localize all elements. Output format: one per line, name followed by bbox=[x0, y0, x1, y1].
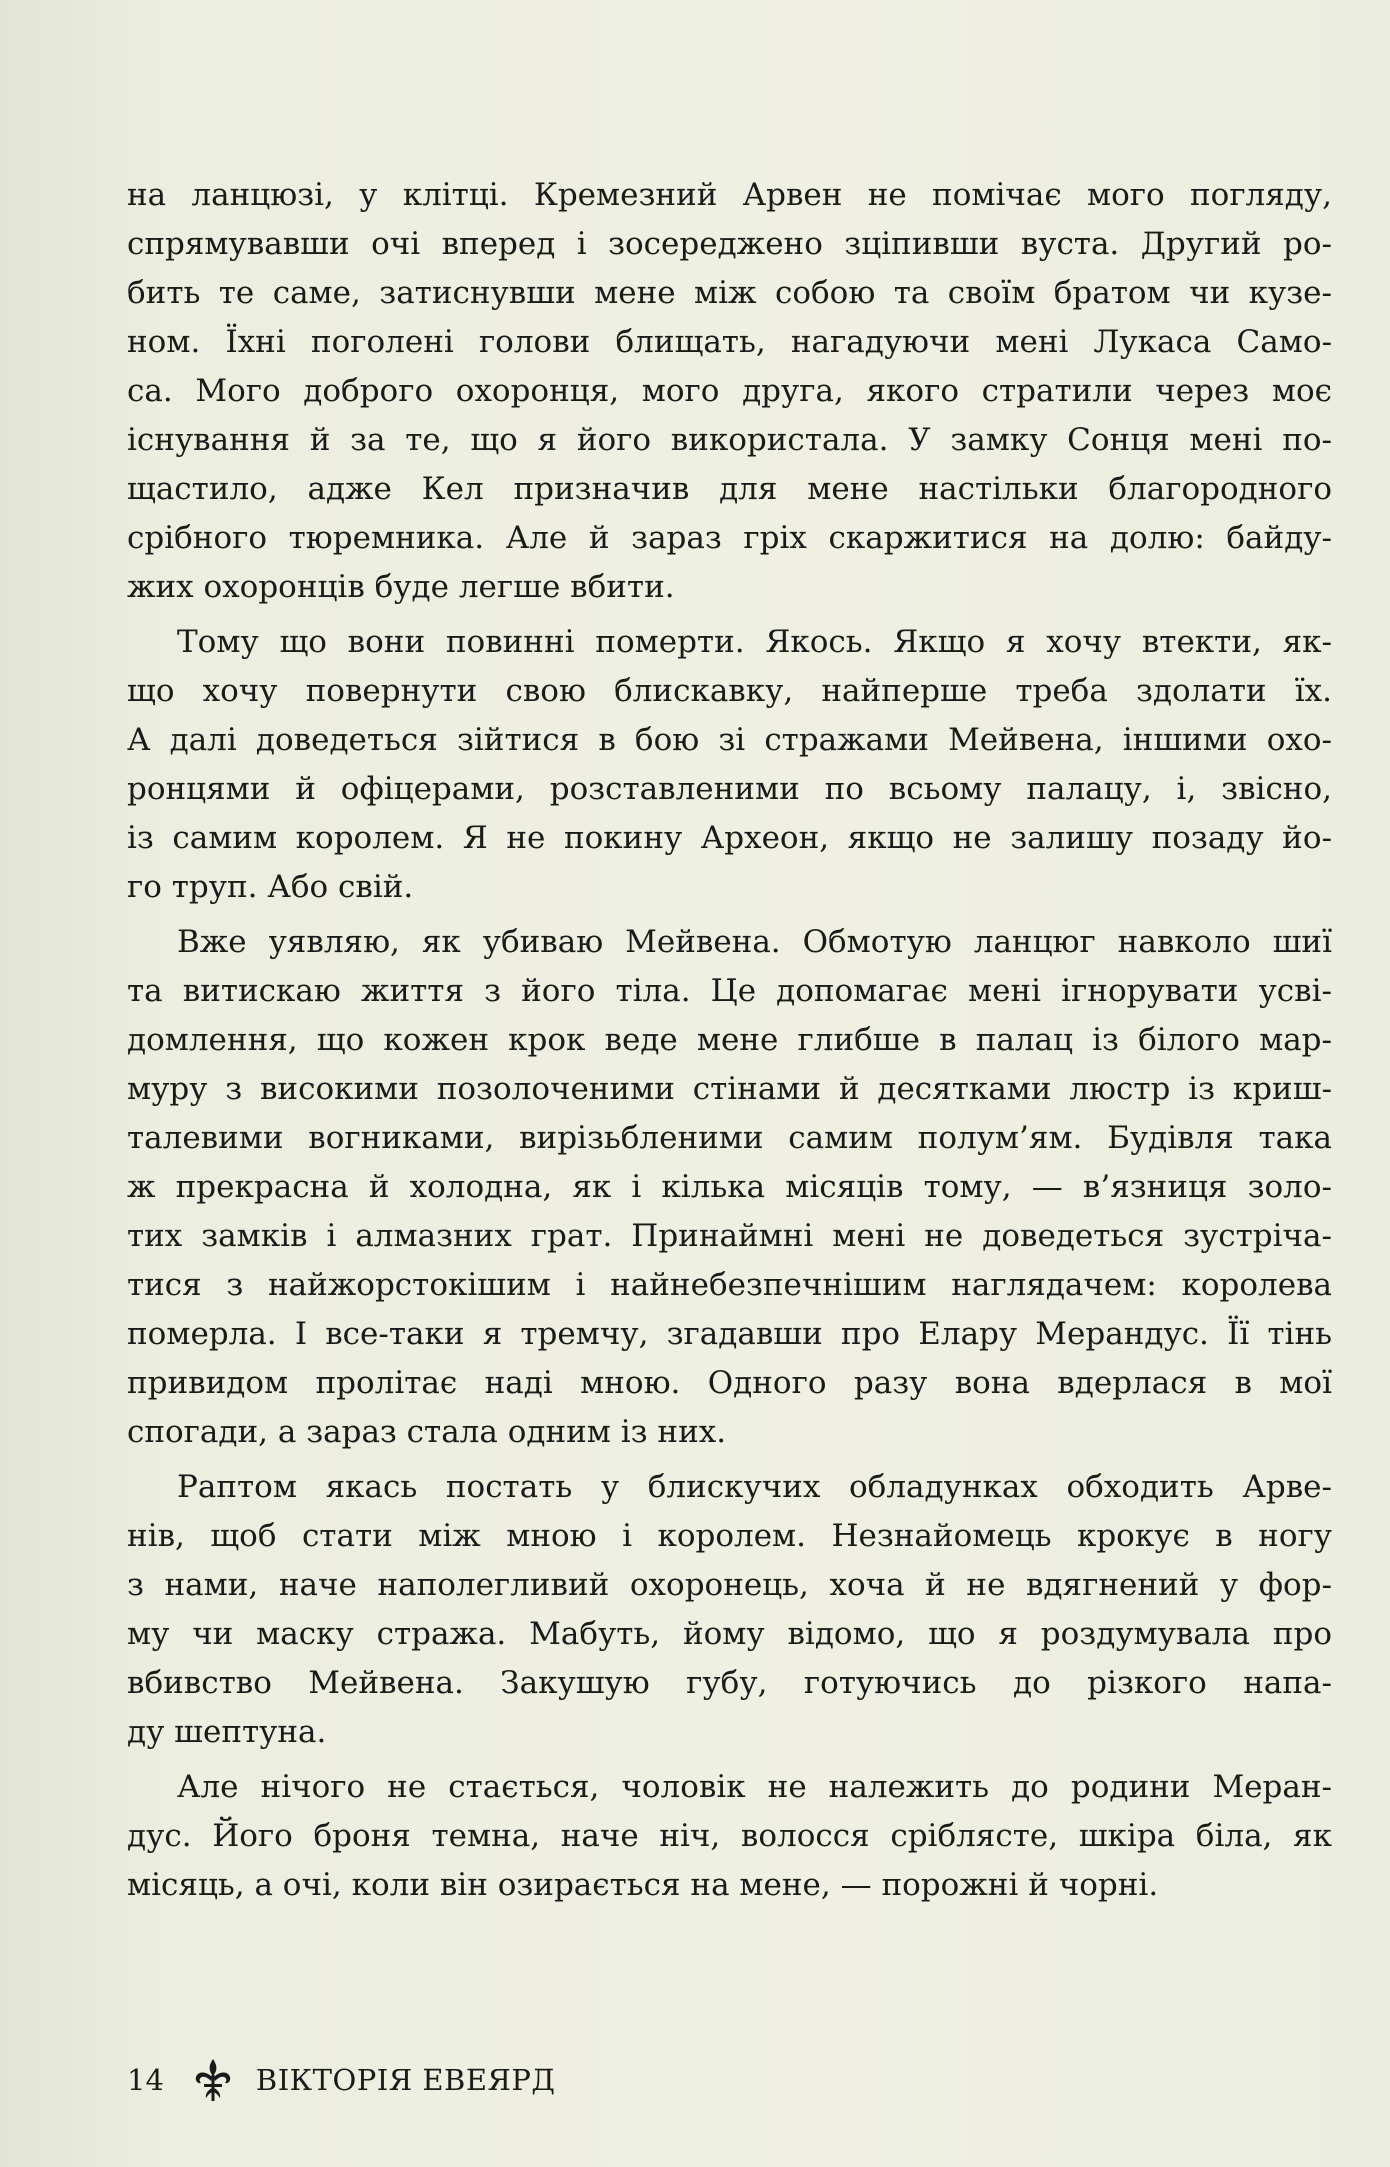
text-line: муру з високими позолоченими стінами й десятками люстр із криш- bbox=[127, 1071, 1332, 1107]
text-line: домлення, що кожен крок веде мене глибше в палац із білого мар- bbox=[127, 1022, 1332, 1058]
paragraph bbox=[127, 1463, 1332, 1757]
paragraph bbox=[127, 171, 1332, 612]
text-line: місяць, а очі, коли він озирається на мене, — порожні й чорні. bbox=[127, 1867, 1159, 1903]
text-line: жих охоронців буде легше вбити. bbox=[127, 569, 675, 605]
text-line: тися з найжорстокішим і найнебезпечнішим наглядачем: королева bbox=[127, 1267, 1332, 1303]
text-line: Вже уявляю, як убиваю Мейвена. Обмотую ланцюг навколо шиї bbox=[177, 924, 1332, 960]
page-number: 14 bbox=[127, 2063, 164, 2097]
text-line: щастило, адже Кел призначив для мене настільки благородного bbox=[127, 471, 1332, 507]
text-line: померла. І все-таки я тремчу, згадавши про Елару Мерандус. Її тінь bbox=[127, 1316, 1332, 1352]
text-line: ж прекрасна й холодна, як і кілька місяців тому, — в’язниця золо- bbox=[127, 1169, 1332, 1205]
text-line: му чи маску стража. Мабуть, йому відомо, що я роздумувала про bbox=[127, 1616, 1332, 1652]
paragraph bbox=[127, 618, 1332, 912]
fleur-de-lis-icon bbox=[190, 2057, 236, 2103]
text-line: що хочу повернути свою блискавку, найперше треба здолати їх. bbox=[127, 673, 1332, 709]
text-line: го труп. Або свій. bbox=[127, 869, 414, 905]
paragraph bbox=[127, 1763, 1332, 1910]
text-line: спогади, а зараз стала одним із них. bbox=[127, 1414, 727, 1450]
text-line: із самим королем. Я не покину Археон, якщо не залишу позаду йо- bbox=[127, 820, 1332, 856]
text-line: на ланцюзі, у клітці. Кремезний Арвен не помічає мого погляду, bbox=[127, 177, 1332, 213]
paragraph bbox=[127, 918, 1332, 1457]
text-line: вбивство Мейвена. Закушую губу, готуючись до різкого напа- bbox=[127, 1665, 1332, 1701]
text-line: нів, щоб стати між мною і королем. Незнайомець крокує в ногу bbox=[127, 1518, 1332, 1554]
text-line: Тому що вони повинні померти. Якось. Якщо я хочу втекти, як- bbox=[177, 624, 1332, 660]
text-line: талевими вогниками, вирізьбленими самим полум’ям. Будівля така bbox=[127, 1120, 1332, 1156]
text-line: А далі доведеться зійтися в бою зі стражами Мейвена, іншими охо- bbox=[127, 722, 1332, 758]
body-text bbox=[127, 171, 1332, 1910]
text-line: ду шептуна. bbox=[127, 1714, 327, 1750]
text-line: ном. Їхні поголені голови блищать, нагадуючи мені Лукаса Само- bbox=[127, 324, 1332, 360]
text-line: Раптом якась постать у блискучих обладунках обходить Арве- bbox=[177, 1469, 1332, 1505]
text-line: привидом пролітає наді мною. Одного разу вона вдерлася в мої bbox=[127, 1365, 1332, 1401]
text-line: бить те саме, затиснувши мене між собою та своїм братом чи кузе- bbox=[127, 275, 1332, 311]
author-name: ВІКТОРІЯ ЕВЕЯРД bbox=[255, 2063, 556, 2097]
text-line: існування й за те, що я його використала. У замку Сонця мені по- bbox=[127, 422, 1332, 458]
page-footer bbox=[127, 2057, 556, 2103]
text-line: дус. Його броня темна, наче ніч, волосся сріблясте, шкіра біла, як bbox=[127, 1818, 1332, 1854]
text-line: з нами, наче наполегливий охоронець, хоча й не вдягнений у фор- bbox=[127, 1567, 1332, 1603]
text-line: срібного тюремника. Але й зараз гріх скаржитися на долю: байду- bbox=[127, 520, 1332, 556]
text-line: ронцями й офіцерами, розставленими по всьому палацу, і, звісно, bbox=[127, 771, 1332, 807]
text-line: спрямувавши очі вперед і зосереджено зціпивши вуста. Другий ро- bbox=[127, 226, 1332, 262]
text-line: Але нічого не стається, чоловік не належить до родини Меран- bbox=[177, 1769, 1332, 1805]
text-line: та витискаю життя з його тіла. Це допомагає мені ігнорувати усві- bbox=[127, 973, 1332, 1009]
text-line: са. Мого доброго охоронця, мого друга, якого стратили через моє bbox=[127, 373, 1332, 409]
text-line: тих замків і алмазних грат. Принаймні мені не доведеться зустріча- bbox=[127, 1218, 1332, 1254]
